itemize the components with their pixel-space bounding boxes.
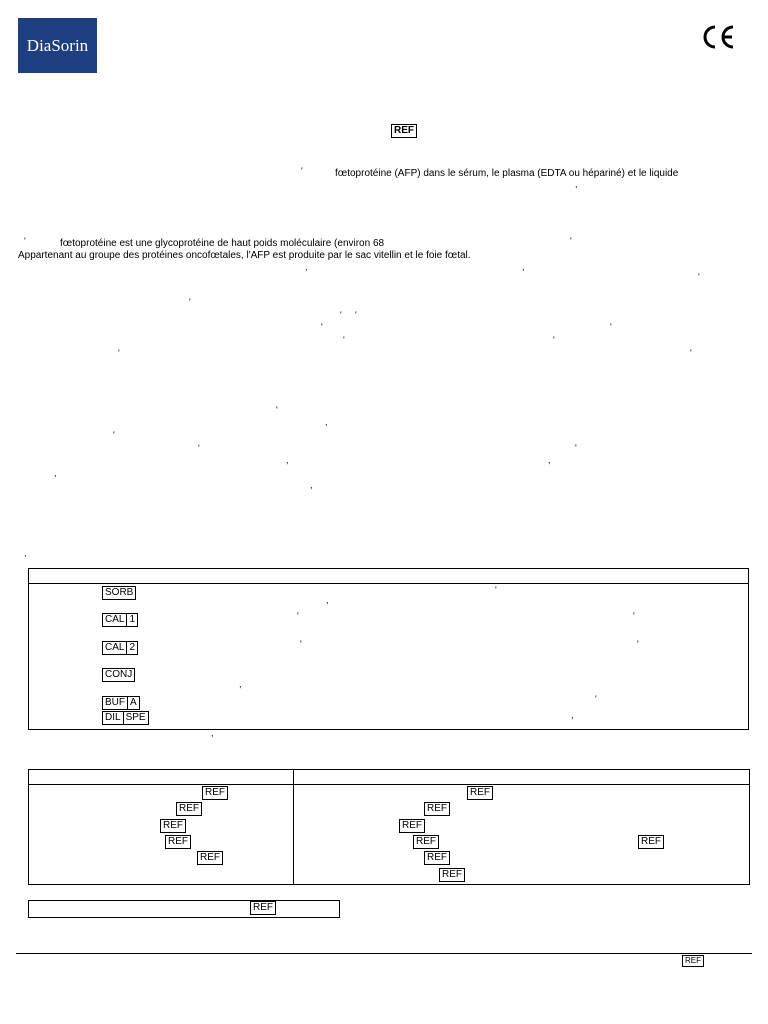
ref-tag: REF xyxy=(399,819,425,833)
footer-ref-tag: REF xyxy=(682,955,704,967)
component-cal2: CAL 2 xyxy=(102,641,138,655)
ref-table xyxy=(28,769,750,885)
component-conj: CONJ xyxy=(102,668,135,682)
ref-tag: REF xyxy=(424,802,450,816)
logo-text: DiaSorin xyxy=(26,35,89,55)
ref-tag: REF xyxy=(176,802,202,816)
ref-tag: REF xyxy=(250,901,276,915)
ref-tag: REF xyxy=(160,819,186,833)
ref-tag: REF xyxy=(424,851,450,865)
ref-tag: REF xyxy=(439,868,465,882)
component-buf-a: BUF A xyxy=(102,696,140,710)
principle-text-1: fœtoprotéine est une glycoprotéine de haut poids moléculaire (environ 68 xyxy=(60,238,385,249)
ref-tag: REF xyxy=(413,835,439,849)
component-cal1: CAL 1 xyxy=(102,613,138,627)
principle-text-2: Appartenant au groupe des protéines oncofœtales, l'AFP est produite par le sac vitellin et le foie fœtal. xyxy=(18,250,471,261)
diasorin-logo xyxy=(18,18,97,73)
component-sorb: SORB xyxy=(102,586,136,600)
ref-tag: REF xyxy=(197,851,223,865)
ref-tag: REF xyxy=(202,786,228,800)
component-dil-spe: DIL SPE xyxy=(102,711,149,725)
ref-tag: REF xyxy=(165,835,191,849)
ref-tag: REF xyxy=(638,835,664,849)
intro-text: fœtoprotéine (AFP) dans le sérum, le plasma (EDTA ou hépariné) et le liquide xyxy=(335,168,679,179)
title-ref-tag: REF xyxy=(391,124,417,138)
ce-mark-icon xyxy=(699,22,739,52)
ref-tag: REF xyxy=(467,786,493,800)
ref-single-box xyxy=(28,900,340,918)
footer-rule xyxy=(16,953,752,954)
